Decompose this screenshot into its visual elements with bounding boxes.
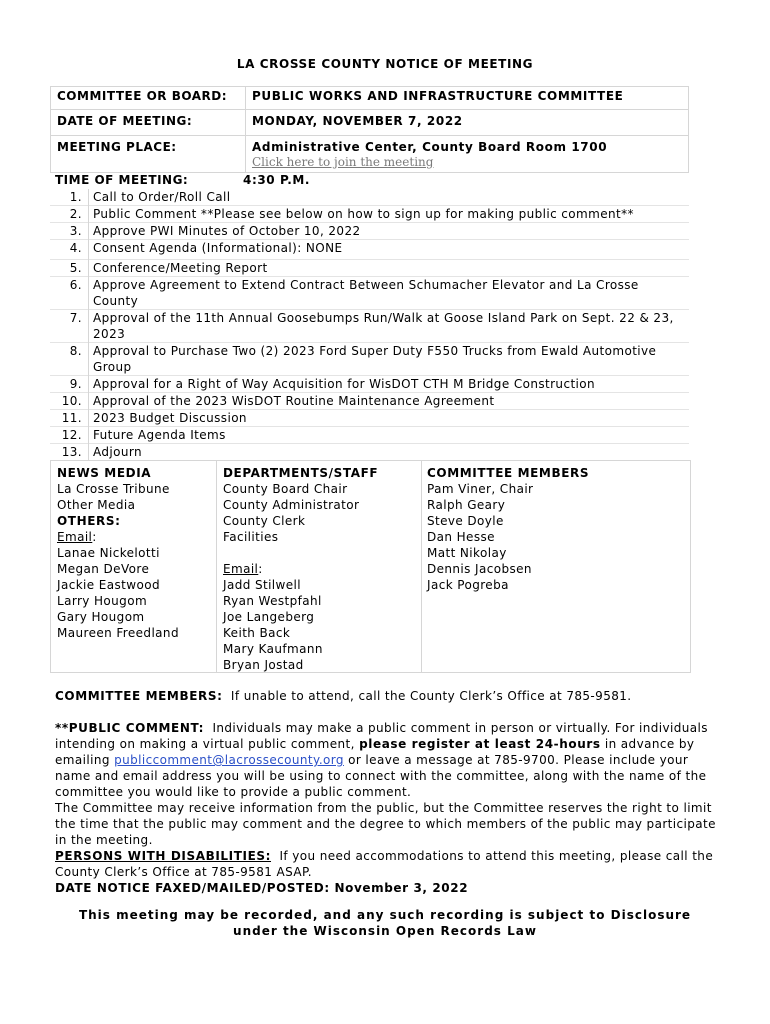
list-item: Gary Hougom (57, 610, 145, 624)
email-label: Email: (57, 530, 97, 544)
members-note (55, 688, 720, 704)
public-comment-text: in advance by emailing (55, 737, 695, 767)
public-comment-text: or leave a message at 785-9700. Please include your name and email address you will be using to connect with the committee, along with the name of the committee you would like to provide a public comment. (55, 753, 707, 799)
agenda-num: 12. (50, 427, 89, 444)
agenda-item (50, 376, 689, 393)
agenda-text: Approval for a Right of Way Acquisition for WisDOT CTH M Bridge Construction (93, 377, 596, 391)
agenda-num: 1. (50, 189, 89, 206)
public-comment-emphasis: please register at least 24-hours (359, 737, 601, 751)
time-label: TIME OF MEETING: (55, 173, 189, 187)
agenda-text: Approval of the 2023 WisDOT Routine Maintenance Agreement (93, 394, 495, 408)
public-comment-text: Individuals may make a public comment in person or virtually. For individuals intending on making a virtual public comment, (55, 721, 708, 751)
list-item: Jackie Eastwood (57, 578, 160, 592)
agenda-num: 7. (50, 310, 89, 343)
agenda-item (50, 260, 689, 277)
list-item: Dan Hesse (427, 530, 495, 544)
agenda-num: 5. (50, 260, 89, 277)
meeting-header-table (50, 86, 689, 173)
news-media-heading: NEWS MEDIA (57, 466, 152, 480)
list-item: Mary Kaufmann (223, 642, 323, 656)
email-label: Email: (223, 562, 263, 576)
list-item: Joe Langeberg (223, 610, 315, 624)
place-cell (246, 136, 688, 172)
agenda-list (50, 189, 689, 461)
list-item: Pam Viner, Chair (427, 482, 534, 496)
list-item: Maureen Freedland (57, 626, 179, 640)
agenda-text: 2023 Budget Discussion (93, 411, 247, 425)
date-row (50, 109, 689, 135)
agenda-text: Consent Agenda (Informational): NONE (93, 241, 343, 255)
posted-date: DATE NOTICE FAXED/MAILED/POSTED: November 3, 2022 (55, 881, 469, 895)
list-item: County Board Chair (223, 482, 348, 496)
agenda-item (50, 310, 689, 343)
agenda-item (50, 189, 689, 206)
list-item: La Crosse Tribune (57, 482, 170, 496)
document-title: LA CROSSE COUNTY NOTICE OF MEETING (236, 57, 534, 71)
agenda-item (50, 240, 689, 260)
agenda-text: Future Agenda Items (93, 428, 226, 442)
list-item: Facilities (223, 530, 279, 544)
departments-heading: DEPARTMENTS/STAFF (223, 466, 379, 480)
agenda-text: Approve Agreement to Extend Contract Between Schumacher Elevator and La Crosse County (93, 278, 639, 308)
recording-disclaimer: This meeting may be recorded, and any such recording is subject to Disclosure under the Wisconsin Open Records Law (78, 908, 692, 938)
list-item: Dennis Jacobsen (427, 562, 532, 576)
time-value: 4:30 P.M. (243, 173, 311, 187)
committee-reserves-text: The Committee may receive information from the public, but the Committee reserves the right to limit the time that the public may comment and the degree to which members of the public may participate in the meeting. (55, 801, 716, 847)
agenda-text: Approval of the 11th Annual Goosebumps Run/Walk at Goose Island Park on Sept. 22 & 23, 2023 (93, 311, 674, 341)
agenda-text: Call to Order/Roll Call (93, 190, 231, 204)
agenda-num: 13. (50, 444, 89, 461)
agenda-text: Adjourn (93, 445, 143, 459)
disabilities-label: PERSONS WITH DISABILITIES: (55, 849, 272, 863)
list-item: Steve Doyle (427, 514, 504, 528)
list-item: Lanae Nickelotti (57, 546, 160, 560)
column-divider (216, 461, 217, 672)
list-item: Jadd Stilwell (223, 578, 301, 592)
committee-row (50, 86, 689, 109)
news-media-column (57, 465, 179, 641)
agenda-text: Public Comment **Please see below on how to sign up for making public comment** (93, 207, 634, 221)
list-item: Matt Nikolay (427, 546, 507, 560)
agenda-item (50, 410, 689, 427)
date-label: DATE OF MEETING: (51, 110, 246, 135)
agenda-item (50, 206, 689, 223)
agenda-num: 4. (50, 240, 89, 260)
committee-members-column (427, 465, 589, 593)
agenda-text: Approval to Purchase Two (2) 2023 Ford Super Duty F550 Trucks from Ewald Automotive Group (93, 344, 657, 374)
disabilities-note (55, 848, 720, 880)
place-label: MEETING PLACE: (51, 136, 246, 172)
committee-members-heading: COMMITTEE MEMBERS (427, 466, 590, 480)
agenda-num: 8. (50, 343, 89, 376)
public-comment-note (55, 720, 720, 896)
agenda-num: 6. (50, 277, 89, 310)
list-item: County Administrator (223, 498, 360, 512)
disabilities-text: If you need accommodations to attend this meeting, please call the County Clerk’s Office at 785-9581 ASAP. (55, 849, 714, 879)
public-comment-label: **PUBLIC COMMENT: (55, 721, 204, 735)
agenda-item (50, 223, 689, 240)
agenda-text: Conference/Meeting Report (93, 261, 268, 275)
spacer (223, 545, 378, 561)
list-item: Ryan Westpfahl (223, 594, 322, 608)
place-value: Administrative Center, County Board Room 1700 (252, 140, 608, 154)
date-value: MONDAY, NOVEMBER 7, 2022 (252, 114, 463, 128)
committee-value: PUBLIC WORKS AND INFRASTRUCTURE COMMITTEE (252, 89, 624, 103)
public-comment-email-link[interactable]: publiccomment@lacrossecounty.org (114, 753, 344, 767)
list-item: Other Media (57, 498, 136, 512)
list-item: Larry Hougom (57, 594, 148, 608)
distribution-lists (50, 460, 691, 673)
agenda-item (50, 393, 689, 410)
agenda-text: Approve PWI Minutes of October 10, 2022 (93, 224, 361, 238)
others-heading: OTHERS: (57, 514, 121, 528)
list-item: Megan DeVore (57, 562, 150, 576)
place-row (50, 135, 689, 173)
departments-column (223, 465, 378, 673)
column-divider (421, 461, 422, 672)
agenda-item (50, 427, 689, 444)
agenda-num: 11. (50, 410, 89, 427)
agenda-item (50, 343, 689, 376)
agenda-num: 3. (50, 223, 89, 240)
agenda-item (50, 277, 689, 310)
list-item: Jack Pogreba (427, 578, 509, 592)
agenda-num: 10. (50, 393, 89, 410)
committee-label: COMMITTEE OR BOARD: (51, 87, 246, 109)
members-note-label: COMMITTEE MEMBERS: (55, 689, 223, 703)
list-item: Bryan Jostad (223, 658, 304, 672)
join-meeting-link[interactable]: Click here to join the meeting (252, 155, 434, 169)
members-note-text: If unable to attend, call the County Clerk’s Office at 785-9581. (230, 689, 632, 703)
list-item: Ralph Geary (427, 498, 506, 512)
agenda-num: 9. (50, 376, 89, 393)
list-item: County Clerk (223, 514, 306, 528)
agenda-num: 2. (50, 206, 89, 223)
agenda-item (50, 444, 689, 461)
list-item: Keith Back (223, 626, 291, 640)
